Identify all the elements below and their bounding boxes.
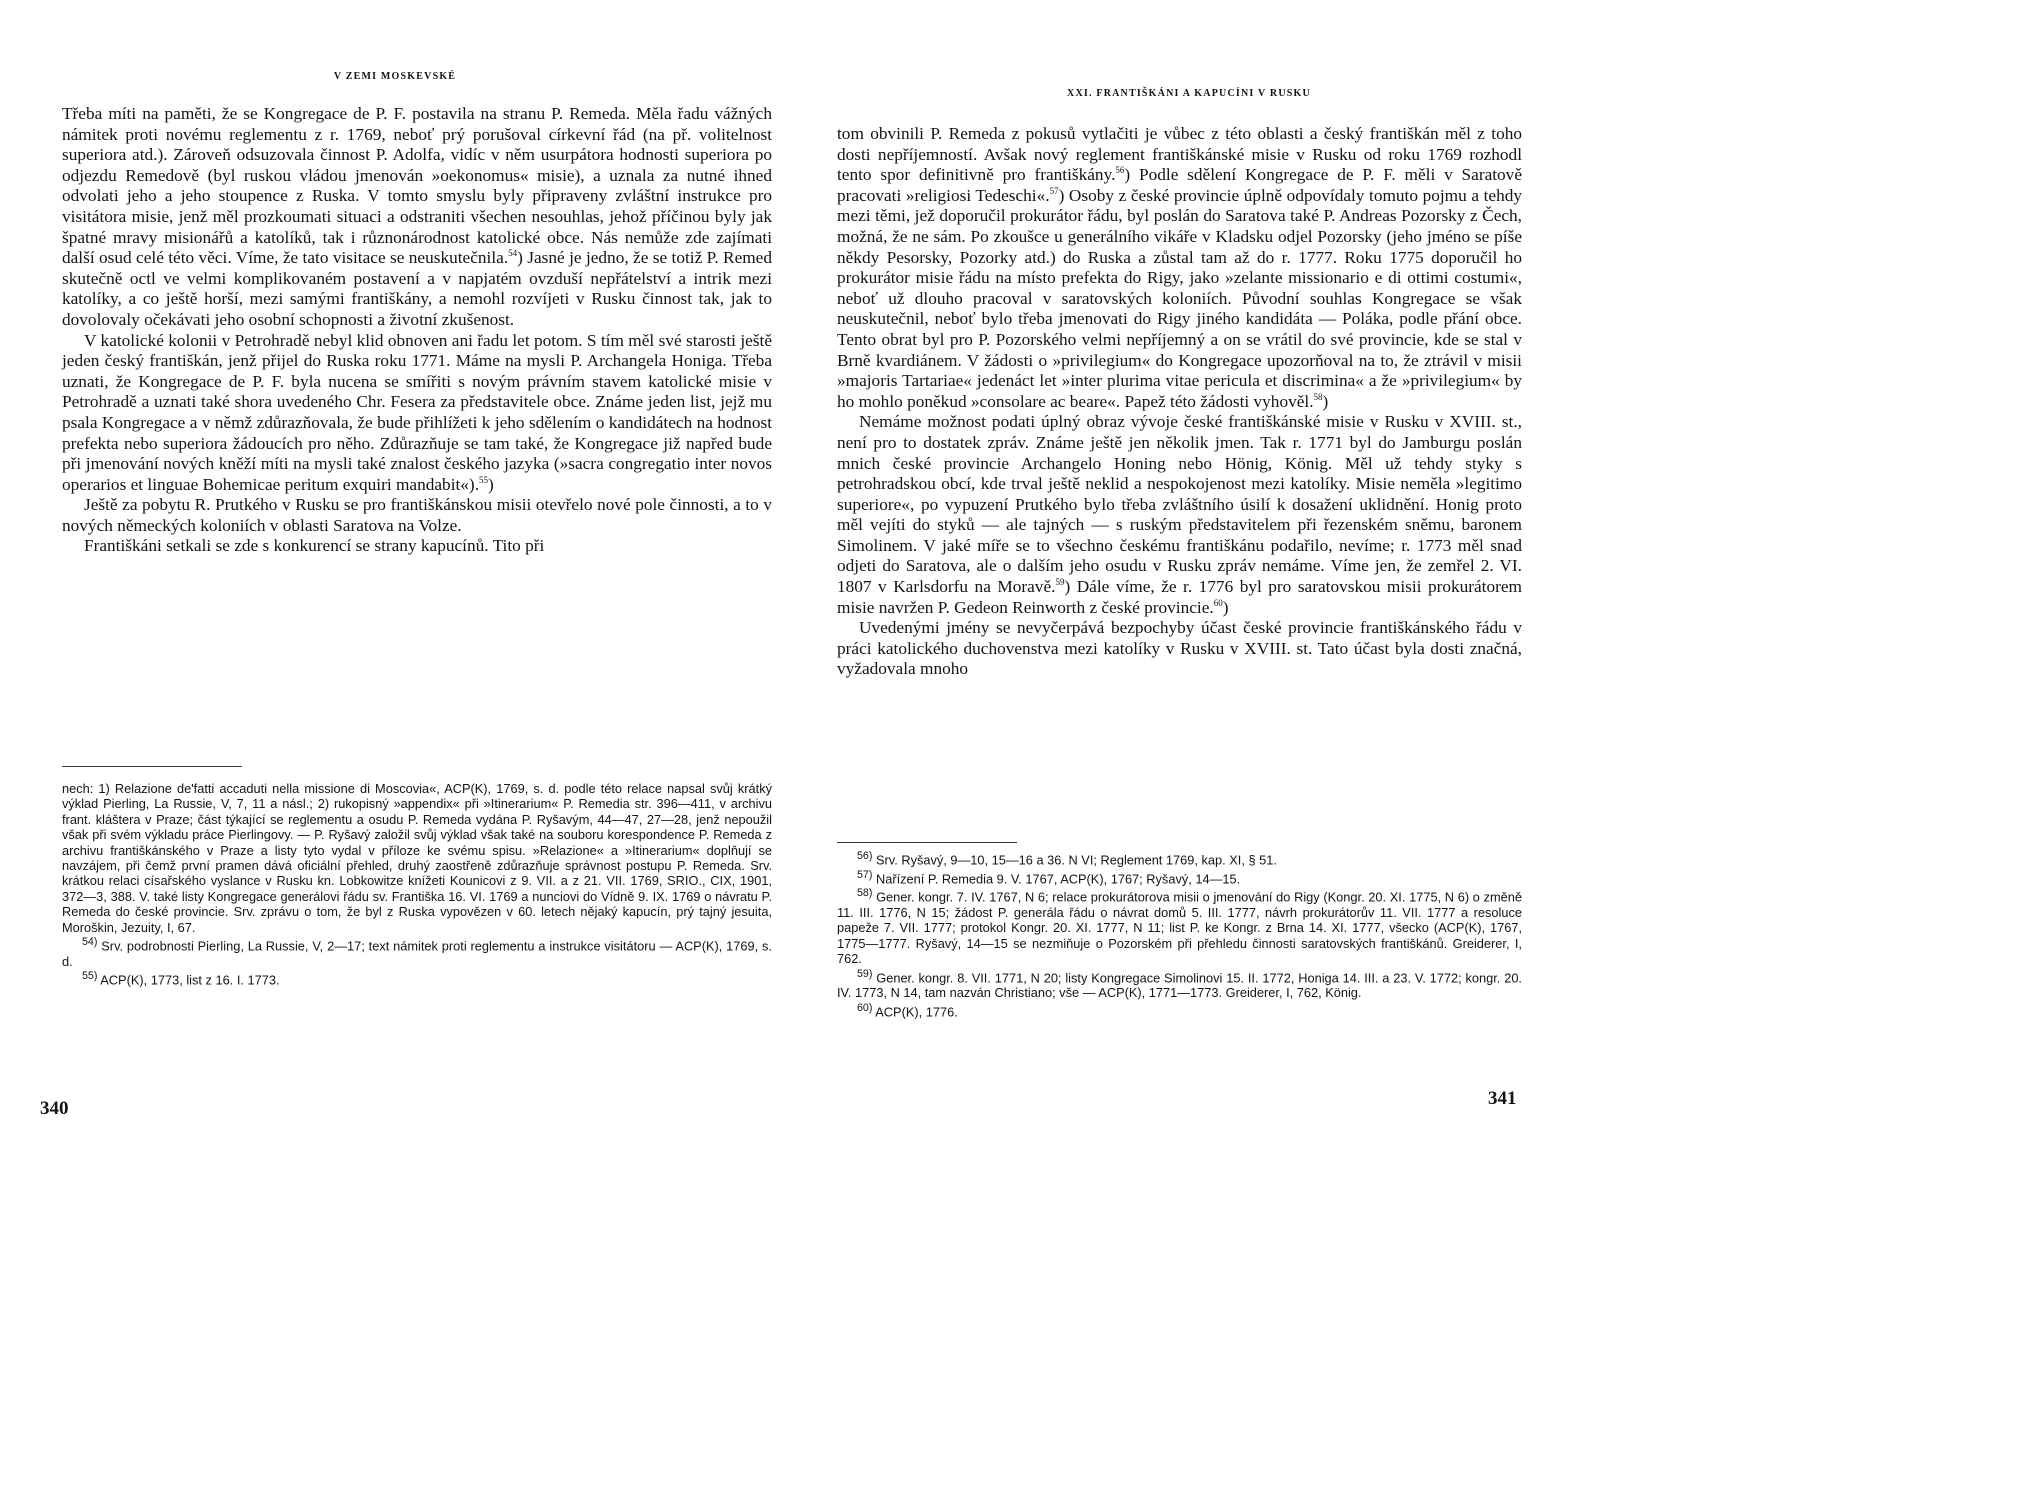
footnote: $^{55)}$ ACP(K), 1773, list z 16. I. 1773. (82, 970, 280, 988)
footnote-marker: 57) (857, 868, 873, 881)
footnote-divider (837, 842, 1017, 843)
paragraph: Františkáni setkali se zde s konkurencí se strany kapucínů. Tito při (84, 536, 545, 556)
footnote: $^{59)}$ Gener. kongr. 8. VII. 1771, N 20; listy Kongregace Simolinovi 15. II. 1772, Honiga 14. III. a 23. V. 1772; kongr. 20. IV. 1773, N 14, tam nazván Christiano; vše — ACP(K), 1771—1773. Greiderer, I, 762, König. (837, 967, 1522, 1001)
body-text (62, 104, 772, 557)
footnote-ref: 55 (479, 474, 489, 485)
footnote-ref: 59 (1055, 577, 1065, 588)
footnote-marker: 55) (82, 970, 98, 983)
paragraph: Třeba míti na paměti, že se Kongregace de P. F. postavila na stranu P. Remeda. Měla řadu vážných námitek proti novému reglementu z r. 1769, neboť prý porušoval církevní řád (na př. volitelnost superiora atd.). Zároveň odsuzovala činnost P. Adolfa, vidíc v něm usurpátora hodnosti superiora po odjezdu Remedově (byl ruskou vládou jmenován »oekonomus« misie), a uznala za nutné ihned odvolati jeho a jeho stoupence z Ruska. V tomto smyslu byly připraveny zvláštní instrukce pro visitátora misie, jenž měl prozkoumati situaci a odstraniti všechen nesouhlas, jehož příčinou byly jak špatné mravy misionářů a katolíků, tak i různonárodnost katolické obce. Nás nemůže zde zajímati další osud celé této věci. Víme, že tato visitace se neuskutečnila.$^{54}$) Jasné je jedno, že se totiž P. Remed skutečně octl ve velmi komplikovaném postavení a v napjatém ovzduší nepřátelství a intrik mezi katolíky, a co ještě horší, mezi samými františkány, a nemohl rozvíjeti v Rusku činnost tak, jak to dovolovaly očekávati jeho osobní schopnosti a životní zkušenost. (62, 104, 772, 329)
footnote-ref: 58 (1313, 391, 1323, 402)
footnote: nech: 1) Relazione de'fatti accaduti nella missione di Moscovia«, ACP(K), 1769, s. d. podle této relace napsal svůj krátký výklad Pierling, La Russie, V, 7, 11 a násl.; 2) rukopisný »appendix« při »Itinerarium« P. Remedia str. 396—411, v archivu frant. kláštera v Praze; část týkající se reglementu a osudu P. Remeda vydána P. Ryšavým, 44—47, 27—28, jenž nepoužil však při svém výkladu práce Pierlingovy. — P. Ryšavý založil svůj výklad však také na souboru korespondence P. Remeda z archivu františkánského v Praze a listy tyto vydal v příloze ke svému spisu. »Relazione« a »Itinerarium« doplňují se navzájem, při čemž první pramen dává oficiální přehled, druhý zaostřeně zdůrazňuje správnost postupu P. Remeda. Srv. krátkou relaci císařského vyslance v Rusku kn. Lobkowitze knížeti Kounicovi z 9. VII. a z 21. VII. 1769, SRIO., CIX, 1901, 372—3, 388. V. také listy Kongregace generálovi řádu sv. Františka 16. VI. 1769 a nunciovi do Vídně 9. IX. 1769 o návratu P. Remeda do české provincie. Srv. zprávu o tom, že byl z Ruska vypovězen v 60. letech nějaký kapucín, prý tajný jesuita, Moroškin, Jezuity, I, 67. (62, 781, 772, 935)
left-page (0, 0, 779, 1150)
paragraph: V katolické kolonii v Petrohradě nebyl klid obnoven ani řadu let potom. S tím měl své starosti ještě jeden český františkán, jenž přijel do Ruska roku 1771. Máme na mysli P. Archangela Honiga. Třeba uznati, že Kongregace de P. F. byla nucena se smířiti s novým právním stavem katolické misie v Petrohradě a uznati také shora uvedeného Chr. Fesera za představitele obce. Známe jeden list, jejž mu psala Kongregace a v němž zdůrazňovala, že bude přihlížeti k jeho sdělením o kandidátech na hodnost prefekta nebo superiora žádoucích pro něho. Zdůrazňuje se tam také, že Kongregace již napřed bude při jmenování nových kněží míti na mysli také znalost českého jazyka (»sacra congregatio inter novos operarios et linguae Bohemicae peritum exquiri mandabit«).$^{55}$) (62, 330, 772, 494)
footnote: $^{57)}$ Nařízení P. Remedia 9. V. 1767, ACP(K), 1767; Ryšavý, 14—15. (857, 868, 1241, 886)
footnote-ref: 56 (1115, 165, 1125, 176)
footnote: $^{54)}$ Srv. podrobnosti Pierling, La Russie, V, 2—17; text námitek proti reglementu a instrukce visitátoru — ACP(K), 1769, s. d. (62, 936, 773, 969)
footnote-marker: 58) (857, 887, 873, 900)
paragraph: Nemáme možnost podati úplný obraz vývoje české františkánské misie v Rusku v XVIII. st., není pro to dostatek zpráv. Známe ještě jen několik jmen. Tak r. 1771 byl do Jamburgu poslán mnich české provincie Archangelo Honing nebo Hönig, König. Měl už tehdy styky s petrohradskou obcí, kde trval ještě neklid a nespokojenost mezi katolíky. Misie neměla »legitimo superiore«, po vypuzení Prutkého bylo třeba zvláštního úsilí k dosažení uklidnění. Honig proto měl vejíti do styků — ale tajných — s ruským představitelem při řezenském sněmu, baronem Simolinem. V jaké míře se to všechno českému františkánu podařilo, nevíme; r. 1773 měl snad odjeti do Saratova, ale o dalším jeho osudu v Rusku zpráv nemáme. Víme jen, že zemřel 2. VI. 1807 v Karlsdorfu na Moravě.$^{59}$) Dále víme, že r. 1776 byl pro saratovskou misii prokurátorem misie navržen P. Gedeon Reinworth z české provincie.$^{60}$) (837, 412, 1522, 617)
paragraph: tom obvinili P. Remeda z pokusů vytlačiti je vůbec z této oblasti a český františkán měl z toho dosti nepříjemností. Avšak nový reglement františkánské misie v Rusku od roku 1769 rozhodl tento spor definitivně pro františkány.$^{56}$) Podle sdělení Kongregace de P. F. měli v Saratově pracovati »religiosi Tedeschi«.$^{57}$) Osoby z české provincie úplně odpovídaly tomuto pojmu a tehdy mezi těmi, jež doporučil prokurátor řádu, byl poslán do Saratova také P. Andreas Pozorsky z Čech, možná, že ne sám. Po zkoušce u generálního vikáře v Kladsku odjel Pozorsky (jeho jméno se píše někdy Pesorsky, Pozorky atd.) do Ruska a zůstal tam až do r. 1777. Roku 1775 doporučil ho prokurátor misie řádu na místo prefekta do Rigy, jako »zelante missionario e di ottimi costumi«, neboť už dlouho pracoval v saratovských koloniích. Původní souhlas Kongregace se však neuskutečnil, neboť bylo třeba jmenovati do Rigy jiného kandidáta — Poláka, podle přání obce. Tento obrat byl pro P. Pozorského velmi nepříjemný a on se vrátil do své provincie, kde se stal v Brně kvardiánem. V žádosti o »privilegium« do Kongregace upozorňoval na to, že ztrávil v misii »majoris Tartariae« jedenáct let »inter plurima vitae pericula et discrimina« a že »privilegium« by ho mohlo poněkud »consolare ac beare«. Papež této žádosti vyhověl.$^{58}$) (837, 124, 1522, 411)
running-head: XXI. FRANTIŠKÁNI A KAPUCÍNI V RUSKU (1067, 88, 1311, 99)
paragraph: Ještě za pobytu R. Prutkého v Rusku se pro františkánskou misii otevřelo nové pole činnosti, a to v nových německých koloniích v oblasti Saratova na Volze. (62, 495, 772, 535)
paragraph: Uvedenými jmény se nevyčerpává bezpochyby účast české provincie františkánského řádu v práci katolického duchovenstva mezi katolíky v Rusku v XVIII. st. Tato účast byla dosti značná, vyžadovala mnoho (837, 618, 1522, 679)
body-text (837, 124, 1522, 680)
footnote-ref: 60 (1213, 597, 1223, 608)
footnote-divider (62, 766, 242, 767)
footnote-marker: 56) (857, 850, 873, 862)
page-number: 340 (40, 1098, 69, 1119)
running-head: V ZEMI MOSKEVSKÉ (333, 71, 457, 82)
footnote-ref: 54 (508, 248, 518, 259)
page-number: 341 (1488, 1088, 1517, 1109)
footnote-ref: 57 (1049, 186, 1059, 197)
footnote: $^{56)}$ Srv. Ryšavý, 9—10, 15—16 a 36. N VI; Reglement 1769, kap. XI, § 51. (857, 850, 1277, 868)
footnote-marker: 60) (857, 1001, 873, 1014)
footnotes (62, 781, 772, 988)
footnote: $^{60)}$ ACP(K), 1776. (857, 1001, 958, 1019)
footnotes (837, 849, 1522, 1019)
footnote: $^{58)}$ Gener. kongr. 7. IV. 1767, N 6; relace prokurátorova misii o jmenování do Rigy (Kongr. 20. XI. 1775, N 6) o změně 11. III. 1776, N 15; žádost P. generála řádu o návrat domů 5. III. 1777, návrh prokurátorův 11. VII. 1777 a resoluce papeže 7. VII. 1777; protokol Kongr. 20. XI. 1777, N 11; list P. ke Kongr. z Brna 14. XI. 1777, všecko (ACP(K), 1767, 1775—1777. Ryšavý, 14—15 se nezmiňuje o Pozorském při přehledu činnosti saratovských františkánů. Greiderer, I, 762. (837, 887, 1522, 967)
footnote-marker: 54) (82, 936, 98, 949)
footnote-marker: 59) (857, 967, 873, 980)
right-page (779, 0, 1558, 1150)
